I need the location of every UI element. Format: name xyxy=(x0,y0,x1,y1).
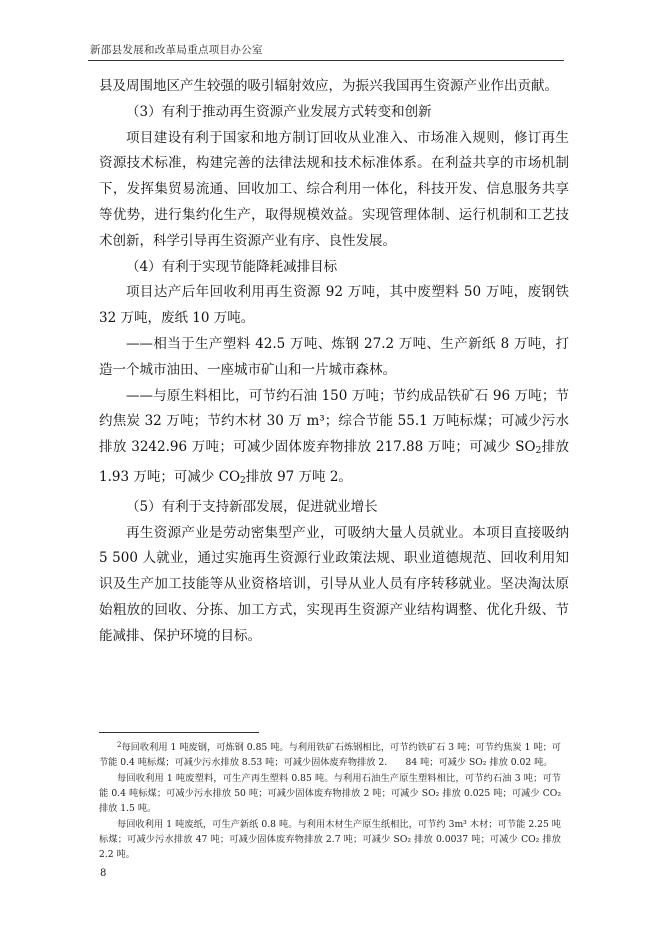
footnote-mark: 2 xyxy=(117,741,122,749)
footnote-paper: 每回收利用 1 吨废纸，可生产新纸 0.8 吨。与利用木材生产原生纸相比，可节约 3m³ 木材；可节能 2.25 吨标煤；可减少污水排放 47 吨；可减少固体废弃物排放 2.7 吨；可减少 SO₂ 排放 0.0037 吨；可减少 CO₂ 排放 2.2 吨。 xyxy=(99,819,561,860)
footnote-plastic: 每回收利用 1 吨废塑料，可生产再生塑料 0.85 吨。与利用石油生产原生塑料相比，可节约石油 3 吨；可节能 0.4 吨标煤；可减少污水排放 50 吨；可减少固体废弃物排放 2 吨；可减少 SO₂ 排放 0.025 吨；可减少 CO₂ 排放 1.5 吨。 xyxy=(99,773,561,814)
savings-text-end: 排放 97 万吨 2。 xyxy=(245,468,352,485)
paragraph-savings xyxy=(99,384,569,495)
heading-5: （5）有利于支持新邵发展，促进就业增长 xyxy=(126,498,378,515)
heading-4: （4）有利于实现节能降耗减排目标 xyxy=(126,258,338,275)
paragraph-jobs: 再生资源产业是劳动密集型产业，可吸纳大量人员就业。本项目直接吸纳 5 500 人就业，通过实施再生资源行业政策法规、职业道德规范、回收利用知识及生产加工技能等从业资格培训，引导从业人员有序转移就业。坚决淘汰原始粗放的回收、分拣、加工方式，实现再生资源产业结构调整、优化升级、节能减排、保护环境的目标。 xyxy=(99,524,569,644)
header-office-name: 新邵县发展和改革局重点项目办公室 xyxy=(90,44,263,56)
paragraph-continuation: 县及周围地区产生较强的吸引辐射效应，为振兴我国再生资源产业作出贡献。 xyxy=(99,78,558,94)
page-number: 8 xyxy=(100,868,107,879)
footnotes xyxy=(99,738,561,863)
paragraph-equivalent: ——相当于生产塑料 42.5 万吨、炼钢 27.2 万吨、生产新纸 8 万吨，打造一个城市油田、一座城市矿山和一片城市森林。 xyxy=(99,335,569,378)
footnote-steel-text: 每回收利用 1 吨废钢，可炼钢 0.85 吨。与利用铁矿石炼钢相比，可节约铁矿石 3 吨；可节约焦炭 1 吨；可节能 0.4 吨标煤；可减少污水排放 8.53 吨；可减少固体废弃物排放 2. 84 吨；可减少 SO₂ 排放 0.02 吨。 xyxy=(99,742,561,768)
savings-text-mid: 排放 1.93 万吨；可减少 CO xyxy=(99,439,569,485)
paragraph-recycle: 项目达产后年回收利用再生资源 92 万吨，其中废塑料 50 万吨，废钢铁 32 万吨，废纸 10 万吨。 xyxy=(99,284,569,327)
header-rule xyxy=(88,60,564,61)
footnote-steel xyxy=(99,738,561,770)
savings-text-main: ——与原生料相比，可节约石油 150 万吨；节约成品铁矿石 96 万吨；节约焦炭 32 万吨；节约木材 30 万 m³；综合节能 55.1 万吨标煤；可减少污水排放 3242.96 万吨；可减少固体废弃物排放 217.88 万吨；可减少 SO xyxy=(99,387,569,456)
footnote-rule xyxy=(99,732,259,733)
heading-3: （3）有利于推动再生资源产业发展方式转变和创新 xyxy=(126,103,432,120)
body-text xyxy=(99,74,569,650)
so2-subscript: 2 xyxy=(535,446,542,457)
paragraph-system: 项目建设有利于国家和地方制订回收从业准入、市场准入规则，修订再生资源技术标准，构建完善的法律法规和技术标准体系。在利益共享的市场机制下，发挥集贸易流通、回收加工、综合利用一体化，科技开发、信息服务共享等优势，进行集约化生产，取得规模效益。实现管理体制、运行机制和工艺技术创新，科学引导再生资源产业有序、良性发展。 xyxy=(99,129,569,249)
co2-subscript: 2 xyxy=(240,475,246,486)
